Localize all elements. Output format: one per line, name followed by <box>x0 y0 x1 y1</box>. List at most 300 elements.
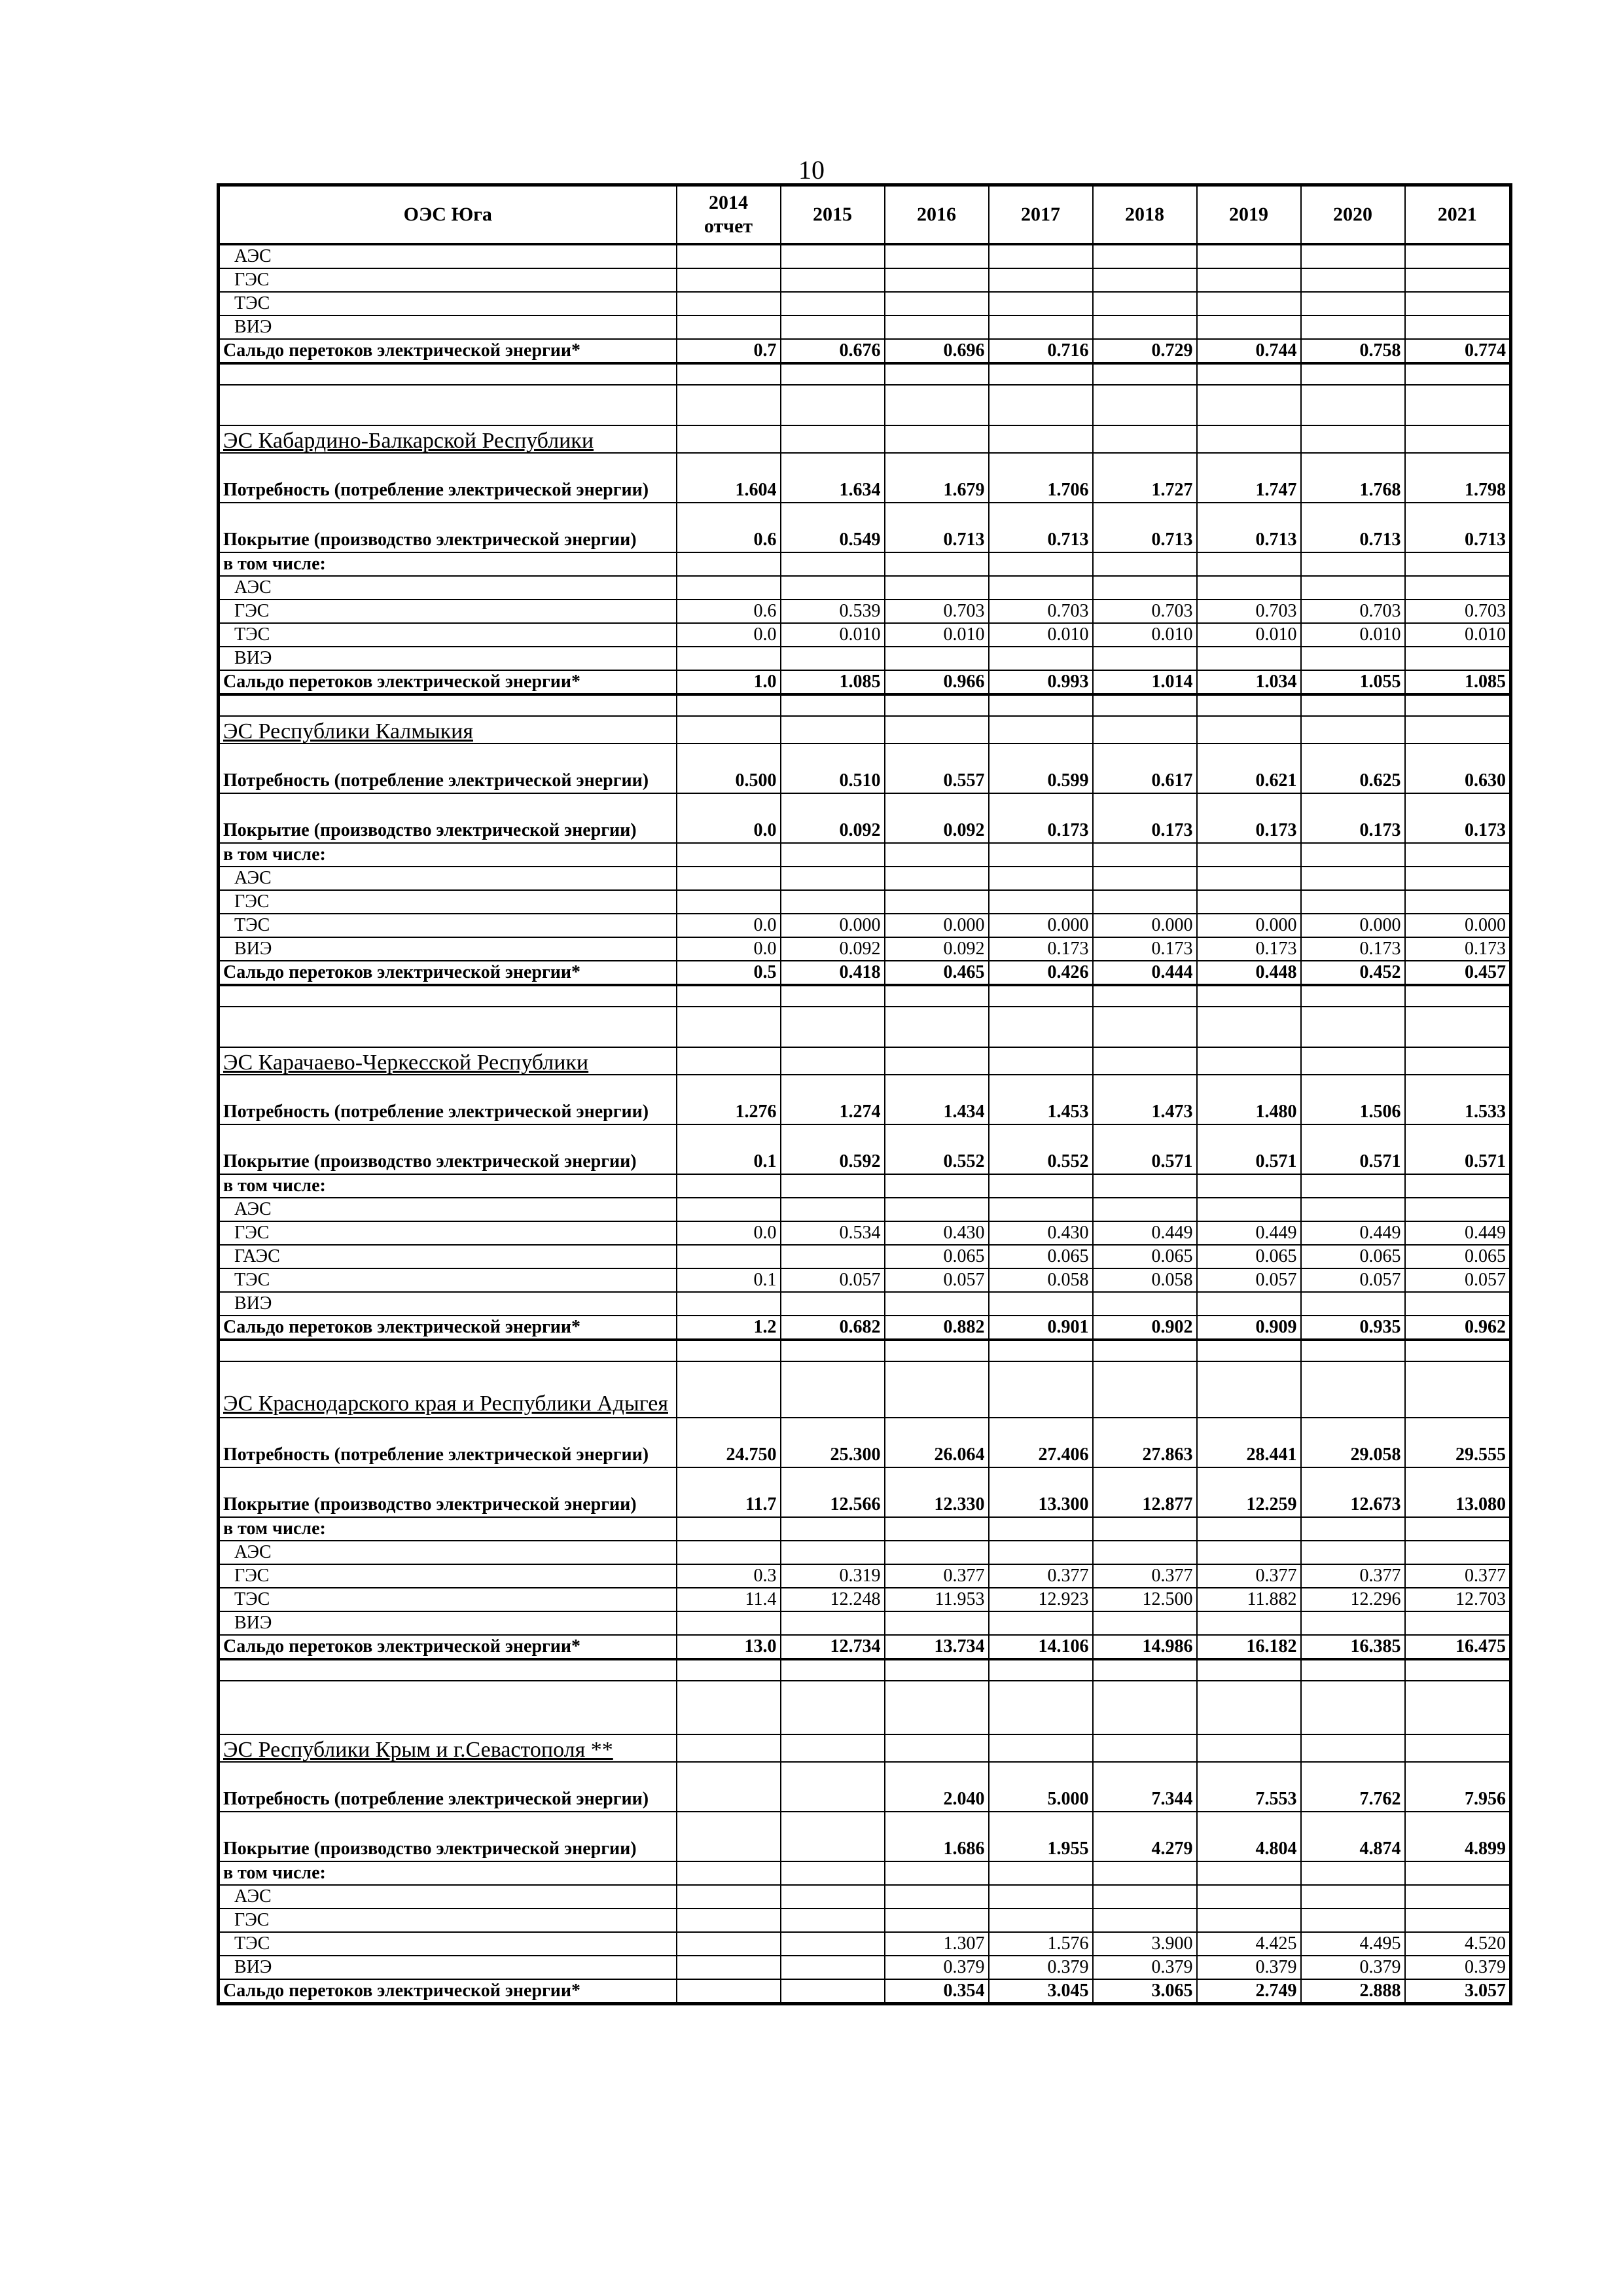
value-cell <box>1093 552 1197 576</box>
row-label: Потребность (потребление электрической энергии) <box>219 1075 677 1124</box>
balance-row <box>219 1635 1511 1659</box>
row-label <box>219 363 677 385</box>
table-body <box>219 244 1511 2004</box>
value-cell <box>781 1047 885 1075</box>
value-cell <box>1197 890 1301 914</box>
row-label: ТЭС <box>219 1588 677 1611</box>
value-cell <box>1301 1292 1405 1316</box>
row-label: в том числе: <box>219 552 677 576</box>
value-cell <box>1301 1198 1405 1221</box>
value-cell: 12.923 <box>989 1588 1093 1611</box>
section-title-row <box>219 716 1511 744</box>
table-row <box>219 1762 1511 1812</box>
value-cell <box>1405 694 1511 716</box>
value-cell: 0.549 <box>781 503 885 552</box>
value-cell: 0.010 <box>1301 623 1405 647</box>
value-cell: 11.953 <box>885 1588 989 1611</box>
value-cell <box>1405 244 1511 268</box>
value-cell <box>781 647 885 670</box>
value-cell <box>677 1762 781 1812</box>
value-cell: 0.625 <box>1301 744 1405 793</box>
value-cell <box>1093 1340 1197 1361</box>
value-cell: 0.744 <box>1197 339 1301 363</box>
value-cell <box>677 1932 781 1956</box>
row-label: Сальдо перетоков электрической энергии* <box>219 1979 677 2004</box>
value-cell <box>885 576 989 600</box>
value-cell <box>1093 1734 1197 1762</box>
value-cell: 1.2 <box>677 1316 781 1340</box>
value-cell: 0.426 <box>989 961 1093 985</box>
value-cell <box>1405 292 1511 315</box>
value-cell: 0.057 <box>1197 1268 1301 1292</box>
value-cell <box>1093 244 1197 268</box>
table-row <box>219 268 1511 292</box>
value-cell: 4.899 <box>1405 1812 1511 1861</box>
value-cell: 0.377 <box>1405 1564 1511 1588</box>
value-cell <box>1405 716 1511 744</box>
value-cell <box>1093 1292 1197 1316</box>
value-cell: 26.064 <box>885 1418 989 1467</box>
value-cell: 1.453 <box>989 1075 1093 1124</box>
value-cell <box>677 268 781 292</box>
value-cell <box>1197 843 1301 867</box>
value-cell: 0.630 <box>1405 744 1511 793</box>
table-row <box>219 1979 1511 2004</box>
value-cell <box>885 1541 989 1564</box>
value-cell: 0.1 <box>677 1124 781 1174</box>
row-label: ГЭС <box>219 600 677 623</box>
value-cell <box>1197 292 1301 315</box>
value-cell <box>1301 716 1405 744</box>
value-cell: 4.804 <box>1197 1812 1301 1861</box>
value-cell: 1.307 <box>885 1932 989 1956</box>
empty-cell <box>677 1681 781 1734</box>
table-row <box>219 623 1511 647</box>
value-cell: 0.173 <box>1405 793 1511 843</box>
value-cell <box>1197 1361 1301 1418</box>
value-cell: 12.248 <box>781 1588 885 1611</box>
value-cell <box>781 292 885 315</box>
value-cell: 0.703 <box>989 600 1093 623</box>
value-cell <box>781 1517 885 1541</box>
value-cell <box>1301 843 1405 867</box>
value-cell <box>989 363 1093 385</box>
value-cell: 0.173 <box>1093 937 1197 961</box>
spacer-row <box>219 1340 1511 1361</box>
value-cell <box>1197 576 1301 600</box>
empty-cell <box>1093 1007 1197 1047</box>
spacer-row <box>219 1659 1511 1681</box>
value-cell <box>781 1861 885 1885</box>
value-cell <box>781 244 885 268</box>
table-row <box>219 292 1511 315</box>
value-cell <box>677 1734 781 1762</box>
year-header: 2018 <box>1093 185 1197 245</box>
value-cell: 0.452 <box>1301 961 1405 985</box>
value-cell: 0.379 <box>1093 1956 1197 1979</box>
value-cell <box>781 1909 885 1932</box>
section-title-row <box>219 425 1511 453</box>
value-cell: 1.798 <box>1405 453 1511 503</box>
value-cell <box>1197 694 1301 716</box>
table-row <box>219 1075 1511 1124</box>
value-cell <box>1093 425 1197 453</box>
value-cell: 0.713 <box>1197 503 1301 552</box>
value-cell <box>989 576 1093 600</box>
value-cell <box>1405 425 1511 453</box>
value-cell <box>1093 1541 1197 1564</box>
section-title: ЭС Кабардино-Балкарской Республики <box>219 425 677 453</box>
spacer-row <box>219 1681 1511 1734</box>
value-cell <box>1093 1861 1197 1885</box>
table-row <box>219 1588 1511 1611</box>
value-cell: 3.045 <box>989 1979 1093 2004</box>
value-cell: 12.296 <box>1301 1588 1405 1611</box>
page-number: 10 <box>798 155 825 185</box>
value-cell <box>1405 552 1511 576</box>
value-cell <box>885 1885 989 1909</box>
value-cell <box>1301 1734 1405 1762</box>
value-cell: 0.354 <box>885 1979 989 2004</box>
value-cell: 0.092 <box>781 793 885 843</box>
value-cell: 0.592 <box>781 1124 885 1174</box>
value-cell <box>885 1340 989 1361</box>
row-label: ГЭС <box>219 268 677 292</box>
table-row <box>219 1956 1511 1979</box>
value-cell <box>677 1956 781 1979</box>
table-row <box>219 1221 1511 1245</box>
row-label: в том числе: <box>219 843 677 867</box>
value-cell: 1.274 <box>781 1075 885 1124</box>
section-title-row <box>219 1361 1511 1418</box>
row-label: Покрытие (производство электрической энергии) <box>219 1812 677 1861</box>
empty-cell <box>885 385 989 425</box>
value-cell <box>1301 1174 1405 1198</box>
value-cell <box>677 694 781 716</box>
value-cell <box>885 315 989 339</box>
value-cell <box>781 1734 885 1762</box>
value-cell: 16.385 <box>1301 1635 1405 1659</box>
value-cell: 0.935 <box>1301 1316 1405 1340</box>
value-cell <box>1301 1047 1405 1075</box>
value-cell: 2.040 <box>885 1762 989 1812</box>
value-cell: 12.500 <box>1093 1588 1197 1611</box>
row-label: ВИЭ <box>219 315 677 339</box>
empty-cell <box>989 1681 1093 1734</box>
value-cell: 13.080 <box>1405 1467 1511 1517</box>
value-cell <box>1301 694 1405 716</box>
value-cell: 1.576 <box>989 1932 1093 1956</box>
value-cell <box>781 315 885 339</box>
value-cell: 0.716 <box>989 339 1093 363</box>
value-cell <box>677 576 781 600</box>
row-label: Сальдо перетоков электрической энергии* <box>219 1316 677 1340</box>
value-cell <box>1197 1340 1301 1361</box>
value-cell: 1.085 <box>781 670 885 694</box>
year-header: 2015 <box>781 185 885 245</box>
value-cell <box>1093 576 1197 600</box>
value-cell: 1.747 <box>1197 453 1301 503</box>
value-cell: 4.279 <box>1093 1812 1197 1861</box>
value-cell <box>885 1292 989 1316</box>
row-label: ГЭС <box>219 1221 677 1245</box>
value-cell <box>781 985 885 1007</box>
value-cell: 11.7 <box>677 1467 781 1517</box>
value-cell <box>781 1659 885 1681</box>
energy-balance-table <box>217 183 1512 2005</box>
value-cell: 0.1 <box>677 1268 781 1292</box>
value-cell <box>1197 1734 1301 1762</box>
spacer-row <box>219 694 1511 716</box>
table-row <box>219 1861 1511 1885</box>
value-cell: 28.441 <box>1197 1418 1301 1467</box>
value-cell: 0.092 <box>885 937 989 961</box>
table-row <box>219 600 1511 623</box>
value-cell <box>885 1198 989 1221</box>
empty-cell <box>219 385 677 425</box>
value-cell <box>1197 244 1301 268</box>
value-cell: 0.449 <box>1301 1221 1405 1245</box>
table-row <box>219 1611 1511 1635</box>
value-cell: 1.634 <box>781 453 885 503</box>
row-label: ВИЭ <box>219 1956 677 1979</box>
table-row <box>219 1467 1511 1517</box>
balance-row <box>219 670 1511 694</box>
value-cell: 11.4 <box>677 1588 781 1611</box>
value-cell: 0.000 <box>989 914 1093 937</box>
value-cell: 0.065 <box>989 1245 1093 1268</box>
empty-cell <box>1405 385 1511 425</box>
value-cell: 0.057 <box>885 1268 989 1292</box>
value-cell: 5.000 <box>989 1762 1093 1812</box>
value-cell: 0.000 <box>1197 914 1301 937</box>
value-cell <box>677 363 781 385</box>
value-cell: 0.774 <box>1405 339 1511 363</box>
value-cell: 0.173 <box>1301 793 1405 843</box>
value-cell <box>1301 1909 1405 1932</box>
value-cell: 1.686 <box>885 1812 989 1861</box>
value-cell <box>885 890 989 914</box>
table-row <box>219 793 1511 843</box>
value-cell <box>677 1517 781 1541</box>
value-cell <box>1093 1517 1197 1541</box>
value-cell: 0.065 <box>1093 1245 1197 1268</box>
value-cell <box>1093 292 1197 315</box>
value-cell: 0.617 <box>1093 744 1197 793</box>
table-row <box>219 1245 1511 1268</box>
value-cell: 0.703 <box>1093 600 1197 623</box>
value-cell <box>677 867 781 890</box>
value-cell: 0.571 <box>1093 1124 1197 1174</box>
row-label: в том числе: <box>219 1861 677 1885</box>
value-cell <box>1301 244 1405 268</box>
value-cell <box>1301 1861 1405 1885</box>
empty-cell <box>219 1681 677 1734</box>
table-row <box>219 744 1511 793</box>
balance-row <box>219 339 1511 363</box>
value-cell <box>1197 1541 1301 1564</box>
value-cell <box>885 1174 989 1198</box>
value-cell <box>885 1517 989 1541</box>
section-title: ЭС Республики Калмыкия <box>219 716 677 744</box>
value-cell <box>989 552 1093 576</box>
value-cell <box>1301 1541 1405 1564</box>
value-cell <box>989 315 1093 339</box>
empty-cell <box>677 1007 781 1047</box>
value-cell: 0.6 <box>677 600 781 623</box>
value-cell <box>989 244 1093 268</box>
table-row <box>219 867 1511 890</box>
value-cell: 1.085 <box>1405 670 1511 694</box>
row-label: Сальдо перетоков электрической энергии* <box>219 1635 677 1659</box>
value-cell <box>1301 890 1405 914</box>
value-cell: 0.5 <box>677 961 781 985</box>
value-cell <box>1197 1517 1301 1541</box>
table-row <box>219 937 1511 961</box>
value-cell: 0.379 <box>1405 1956 1511 1979</box>
value-cell <box>677 716 781 744</box>
value-cell: 0.000 <box>885 914 989 937</box>
value-cell <box>885 647 989 670</box>
value-cell: 0.377 <box>1301 1564 1405 1588</box>
table-row <box>219 503 1511 552</box>
value-cell: 0.449 <box>1405 1221 1511 1245</box>
value-cell: 0.557 <box>885 744 989 793</box>
value-cell <box>885 244 989 268</box>
value-cell <box>1405 1611 1511 1635</box>
value-cell <box>989 1909 1093 1932</box>
value-cell <box>1093 1361 1197 1418</box>
value-cell: 4.874 <box>1301 1812 1405 1861</box>
table-row <box>219 1198 1511 1221</box>
value-cell <box>1197 1909 1301 1932</box>
value-cell <box>1301 315 1405 339</box>
value-cell: 1.014 <box>1093 670 1197 694</box>
table-row <box>219 1292 1511 1316</box>
value-cell: 0.0 <box>677 793 781 843</box>
value-cell: 0.010 <box>885 623 989 647</box>
value-cell <box>1093 1909 1197 1932</box>
value-cell <box>781 1932 885 1956</box>
value-cell <box>885 1861 989 1885</box>
value-cell <box>677 647 781 670</box>
value-cell: 0.000 <box>1093 914 1197 937</box>
value-cell: 1.679 <box>885 453 989 503</box>
row-label: АЭС <box>219 1541 677 1564</box>
value-cell <box>1405 315 1511 339</box>
table-row <box>219 890 1511 914</box>
value-cell: 0.173 <box>989 937 1093 961</box>
value-cell: 1.034 <box>1197 670 1301 694</box>
value-cell <box>989 1361 1093 1418</box>
value-cell <box>1197 985 1301 1007</box>
value-cell: 12.673 <box>1301 1467 1405 1517</box>
value-cell: 0.000 <box>1301 914 1405 937</box>
value-cell: 0.0 <box>677 623 781 647</box>
value-cell: 0.430 <box>989 1221 1093 1245</box>
value-cell <box>677 292 781 315</box>
value-cell <box>677 1245 781 1268</box>
value-cell <box>1197 1659 1301 1681</box>
value-cell <box>1093 1047 1197 1075</box>
value-cell <box>1301 268 1405 292</box>
value-cell <box>989 890 1093 914</box>
value-cell: 25.300 <box>781 1418 885 1467</box>
value-cell: 0.571 <box>1405 1124 1511 1174</box>
value-cell <box>989 1659 1093 1681</box>
value-cell: 0.500 <box>677 744 781 793</box>
value-cell <box>885 1361 989 1418</box>
value-cell <box>1405 576 1511 600</box>
value-cell <box>989 1292 1093 1316</box>
table-row <box>219 315 1511 339</box>
value-cell <box>1405 1541 1511 1564</box>
value-cell <box>1405 890 1511 914</box>
value-cell <box>781 694 885 716</box>
row-label: АЭС <box>219 1198 677 1221</box>
empty-cell <box>885 1007 989 1047</box>
table-row <box>219 552 1511 576</box>
value-cell <box>1301 425 1405 453</box>
empty-cell <box>1405 1007 1511 1047</box>
value-cell <box>1301 985 1405 1007</box>
value-cell: 0.901 <box>989 1316 1093 1340</box>
value-cell: 0.092 <box>781 937 885 961</box>
value-cell: 1.434 <box>885 1075 989 1124</box>
table-row <box>219 1812 1511 1861</box>
value-cell <box>1093 890 1197 914</box>
value-cell: 0.173 <box>1197 793 1301 843</box>
value-cell: 0.571 <box>1301 1124 1405 1174</box>
row-label: ВИЭ <box>219 647 677 670</box>
value-cell <box>677 1909 781 1932</box>
value-cell <box>1093 315 1197 339</box>
table-row <box>219 647 1511 670</box>
value-cell <box>1197 716 1301 744</box>
value-cell <box>1405 1198 1511 1221</box>
value-cell <box>1301 647 1405 670</box>
year-header: 2019 <box>1197 185 1301 245</box>
value-cell: 0.430 <box>885 1221 989 1245</box>
value-cell: 12.877 <box>1093 1467 1197 1517</box>
value-cell: 16.182 <box>1197 1635 1301 1659</box>
value-cell: 0.065 <box>1405 1245 1511 1268</box>
empty-cell <box>885 1681 989 1734</box>
value-cell: 0.065 <box>1301 1245 1405 1268</box>
value-cell: 0.379 <box>989 1956 1093 1979</box>
value-cell: 0.713 <box>989 503 1093 552</box>
value-cell <box>781 716 885 744</box>
value-cell: 1.0 <box>677 670 781 694</box>
value-cell <box>1405 1361 1511 1418</box>
value-cell: 0.534 <box>781 1221 885 1245</box>
value-cell: 0.599 <box>989 744 1093 793</box>
value-cell: 0.092 <box>885 793 989 843</box>
value-cell: 14.986 <box>1093 1635 1197 1659</box>
row-label: ГЭС <box>219 1564 677 1588</box>
row-label: Сальдо перетоков электрической энергии* <box>219 961 677 985</box>
balance-row <box>219 961 1511 985</box>
value-cell <box>885 867 989 890</box>
value-cell: 0.379 <box>885 1956 989 1979</box>
value-cell <box>781 1979 885 2004</box>
value-cell <box>677 1292 781 1316</box>
empty-cell <box>989 385 1093 425</box>
value-cell: 4.495 <box>1301 1932 1405 1956</box>
value-cell <box>1093 1198 1197 1221</box>
value-cell <box>1301 292 1405 315</box>
year-header: 2016 <box>885 185 989 245</box>
